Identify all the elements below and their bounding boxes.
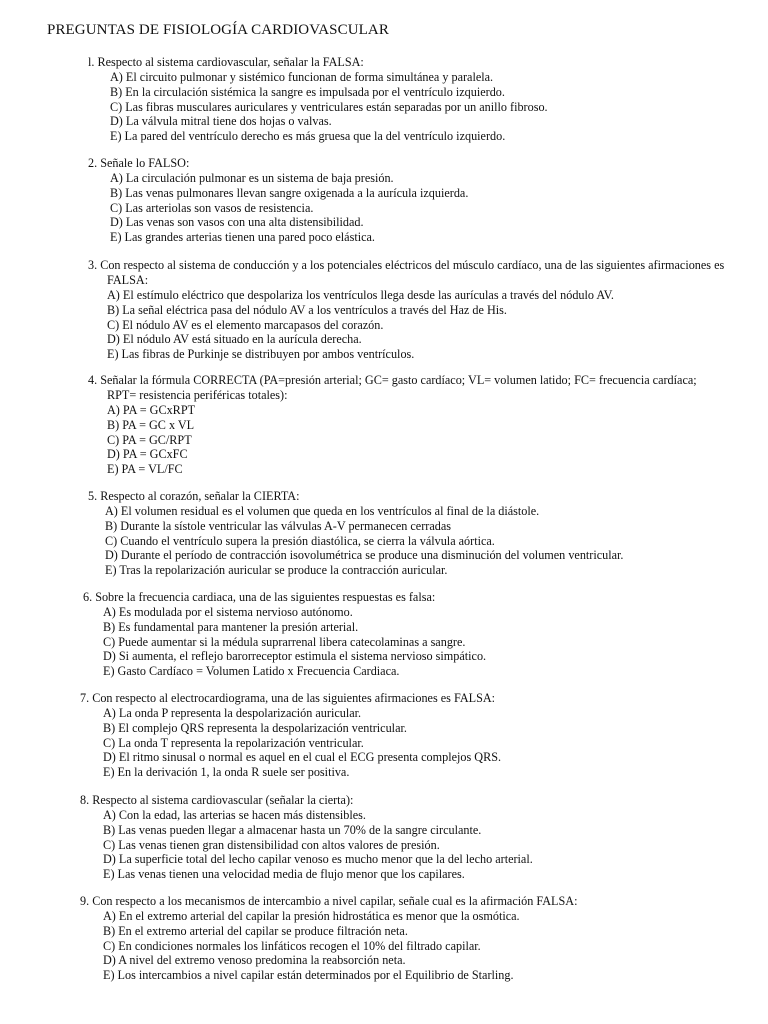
option-d: D) La superficie total del lecho capilar venoso es mucho menor que la del lecho arterial. xyxy=(103,852,533,867)
option-d: D) PA = GCxFC xyxy=(107,447,188,462)
option-d: D) El nódulo AV está situado en la aurícula derecha. xyxy=(107,332,362,347)
question-stem: 7. Con respecto al electrocardiograma, una de las siguientes afirmaciones es FALSA: xyxy=(80,691,496,705)
question-stem: 8. Respecto al sistema cardiovascular (señalar la cierta): xyxy=(80,793,354,807)
page-title: PREGUNTAS DE FISIOLOGÍA CARDIOVASCULAR xyxy=(47,22,389,38)
question-9 xyxy=(0,894,768,983)
option-d: D) Las venas son vasos con una alta distensibilidad. xyxy=(110,215,364,230)
option-c: C) Las arteriolas son vasos de resistencia. xyxy=(110,200,314,215)
option-c: C) La onda T representa la repolarización ventricular. xyxy=(103,735,364,750)
question-stem: l. Respecto al sistema cardiovascular, señalar la FALSA: xyxy=(88,55,364,69)
option-a: A) El estímulo eléctrico que despolariza los ventrículos llega desde las aurículas a través del nódulo AV. xyxy=(107,288,614,302)
option-e: E) Las grandes arterias tienen una pared poco elástica. xyxy=(110,230,375,245)
option-b: B) En el extremo arterial del capilar se produce filtración neta. xyxy=(103,923,408,938)
option-b: B) Las venas pueden llegar a almacenar hasta un 70% de la sangre circulante. xyxy=(103,822,482,837)
option-a: A) La circulación pulmonar es un sistema de baja presión. xyxy=(110,171,394,185)
option-e: E) Las venas tienen una velocidad media de flujo menor que los capilares. xyxy=(103,867,465,882)
question-7 xyxy=(0,691,768,780)
question-6 xyxy=(0,590,768,679)
question-stem: 4. Señalar la fórmula CORRECTA (PA=presión arterial; GC= gasto cardíaco; VL= volumen latido; FC= frecuencia cardíaca; xyxy=(88,373,697,387)
question-stem: 6. Sobre la frecuencia cardiaca, una de las siguientes respuestas es falsa: xyxy=(83,590,436,604)
option-a: A) Con la edad, las arterias se hacen más distensibles. xyxy=(103,808,366,822)
option-c: C) El nódulo AV es el elemento marcapasos del corazón. xyxy=(107,317,384,332)
option-e: E) En la derivación 1, la onda R suele ser positiva. xyxy=(103,765,350,780)
option-b: B) El complejo QRS representa la despolarización ventricular. xyxy=(103,720,407,735)
option-e: E) Gasto Cardíaco = Volumen Latido x Frecuencia Cardiaca. xyxy=(103,664,400,679)
option-c: C) Puede aumentar si la médula suprarrenal libera catecolaminas a sangre. xyxy=(103,634,466,649)
option-b: B) Es fundamental para mantener la presión arterial. xyxy=(103,619,359,634)
option-a: A) PA = GCxRPT xyxy=(107,403,196,417)
option-e: E) PA = VL/FC xyxy=(107,462,183,477)
option-e: E) La pared del ventrículo derecho es más gruesa que la del ventrículo izquierdo. xyxy=(110,129,506,144)
option-c: C) Cuando el ventrículo supera la presión diastólica, se cierra la válvula aórtica. xyxy=(105,533,495,548)
question-stem: 3. Con respecto al sistema de conducción y a los potenciales eléctricos del músculo cardíaco, una de las siguientes afirmaciones es xyxy=(88,258,725,272)
option-c: C) Las venas tienen gran distensibilidad con altos valores de presión. xyxy=(103,837,440,852)
option-d: D) El ritmo sinusal o normal es aquel en el cual el ECG presenta complejos QRS. xyxy=(103,750,502,765)
question-stem: 5. Respecto al corazón, señalar la CIERTA: xyxy=(88,489,300,503)
option-c: C) En condiciones normales los linfáticos recogen el 10% del filtrado capilar. xyxy=(103,938,481,953)
option-b: B) La señal eléctrica pasa del nódulo AV a los ventrículos a través del Haz de His. xyxy=(107,302,507,317)
option-d: D) Durante el período de contracción isovolumétrica se produce una disminución del volumen ventricular. xyxy=(105,548,624,563)
option-e: E) Las fibras de Purkinje se distribuyen por ambos ventrículos. xyxy=(107,347,415,362)
question-stem: 9. Con respecto a los mecanismos de intercambio a nivel capilar, señale cual es la afirmación FALSA: xyxy=(80,894,578,908)
question-5 xyxy=(0,489,768,578)
question-stem-continuation: FALSA: xyxy=(107,273,149,287)
question-1 xyxy=(0,55,768,144)
question-2 xyxy=(0,156,768,245)
option-d: D) A nivel del extremo venoso predomina la reabsorción neta. xyxy=(103,953,406,968)
option-d: D) La válvula mitral tiene dos hojas o valvas. xyxy=(110,114,332,129)
option-d: D) Si aumenta, el reflejo barorreceptor estimula el sistema nervioso simpático. xyxy=(103,649,487,664)
option-b: B) Las venas pulmonares llevan sangre oxigenada a la aurícula izquierda. xyxy=(110,185,469,200)
option-a: A) En el extremo arterial del capilar la presión hidrostática es menor que la osmótica. xyxy=(103,909,520,923)
question-stem: 2. Señale lo FALSO: xyxy=(88,156,190,170)
question-8 xyxy=(0,793,768,882)
question-3 xyxy=(0,258,768,362)
option-a: A) El circuito pulmonar y sistémico funcionan de forma simultánea y paralela. xyxy=(110,70,494,84)
option-e: E) Los intercambios a nivel capilar están determinados por el Equilibrio de Starling. xyxy=(103,968,514,983)
question-4 xyxy=(0,373,768,477)
question-stem-continuation: RPT= resistencia periféricas totales): xyxy=(107,388,288,402)
option-b: B) Durante la sístole ventricular las válvulas A-V permanecen cerradas xyxy=(105,518,451,533)
option-c: C) PA = GC/RPT xyxy=(107,432,192,447)
option-a: A) El volumen residual es el volumen que queda en los ventrículos al final de la diástole. xyxy=(105,504,540,518)
option-c: C) Las fibras musculares auriculares y ventriculares están separadas por un anillo fibroso. xyxy=(110,99,548,114)
option-b: B) En la circulación sistémica la sangre es impulsada por el ventrículo izquierdo. xyxy=(110,84,505,99)
option-a: A) La onda P representa la despolarización auricular. xyxy=(103,706,362,720)
option-a: A) Es modulada por el sistema nervioso autónomo. xyxy=(103,605,353,619)
option-b: B) PA = GC x VL xyxy=(107,417,195,432)
option-e: E) Tras la repolarización auricular se produce la contracción auricular. xyxy=(105,563,448,578)
